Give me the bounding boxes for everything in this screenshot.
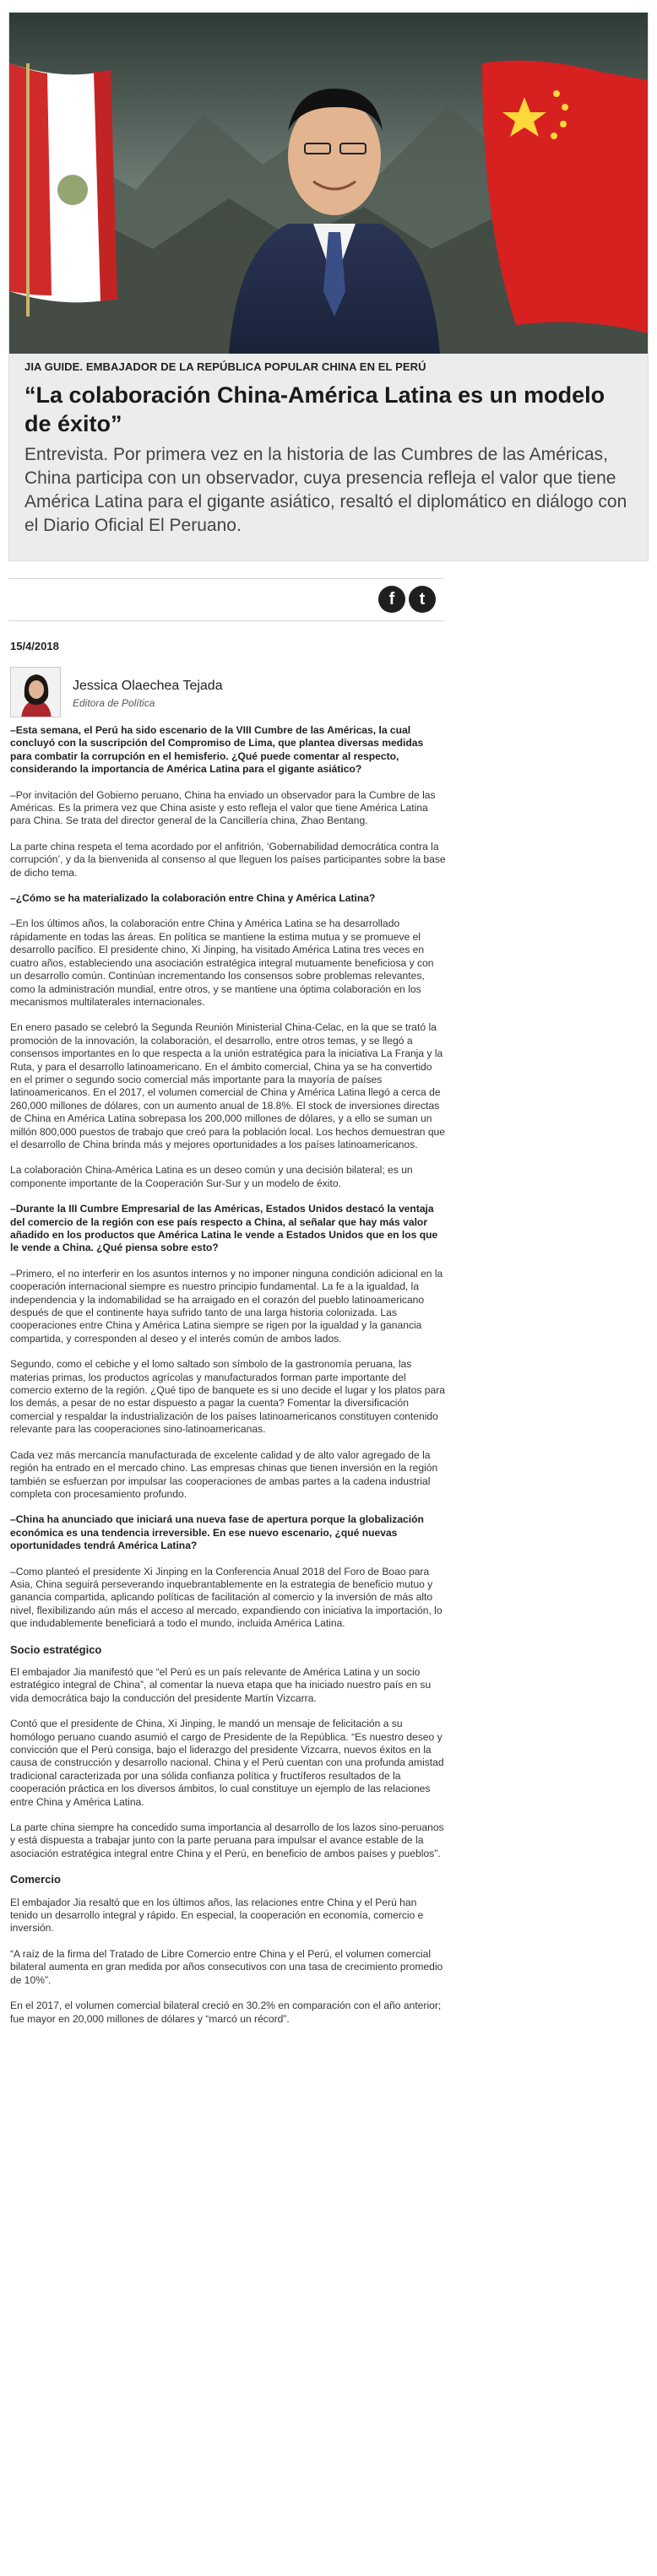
question: –Esta semana, el Perú ha sido escenario de la VIII Cumbre de las Américas, la cual concluyó con la suscripción del Compromiso de Lima, que plantea diversas medidas para combatir la corrupción en el hemisferio. ¿Qué puede comentar al respecto, considerando la importancia de América Latina para el gigante asiático? [10,724,424,776]
china-flag-icon [482,61,648,333]
paragraph: El embajador Jia manifestó que “el Perú es un país relevante de América Latina y un socio estratégico integral de China”, al comentar la nueva etapa que ha iniciado nuestro país en su vida democrática bajo la conducción del presidente Martín Vizcarra. [10,1665,432,1704]
paragraph: En enero pasado se celebró la Segunda Reunión Ministerial China-Celac, en la que se trató la promoción de la innovación, la colaboración, el desarrollo, entre otros temas, y se llegó a consensos importantes en lo que respecta a la unión estratégica para la iniciativa La Franja y la Ruta, y para el desarrollo latinoamericano. En el ámbito comercial, China ya se ha convertido en el primer o segundo socio comercial más importante para la mayoría de países latinoamericanos. En el 2017, el volumen comercial de China y América Latina llegó a cerca de 260,000 millones de dólares, con un aumento anual de 18.8%. El stock de inversiones directas de China en América Latina sobrepasa los 200,000 millones de dólares, y a ello se suman un millón 800,000 puestos de trabajo que creó para la población local. Los hechos demuestran que el desarrollo de China brinda más y mejores oportunidades a los países latinoamericanos. [10,1021,446,1150]
paragraph: La colaboración China-América Latina es un deseo común y una decisión bilateral; es un componente importante de la Cooperación Sur-Sur y un modelo de éxito. [10,1164,413,1189]
byline: JIA GUIDE. EMBAJADOR DE LA REPÚBLICA POPULAR CHINA EN EL PERÚ [24,360,426,373]
social-share [378,586,436,613]
paragraph: La parte china siempre ha concedido suma importancia al desarrollo de los lazos sino-peruanos y está dispuesta a trabajar junto con la parte peruana para impulsar el avance estable de la asociación estratégica integral entre China y el Perú, en beneficio de ambos países y pueblos”. [10,1821,444,1859]
author-name[interactable]: Jessica Olaechea Tejada [73,679,223,693]
question: –China ha anunciado que iniciará una nueva fase de apertura porque la globalización económica es una tendencia irreversible. En ese nuevo escenario, ¿qué nuevas oportunidades tendrá América Latina? [10,1513,424,1552]
avatar [10,667,61,717]
hero-photo [9,13,648,354]
paragraph: La parte china respeta el tema acordado por el anfitrión, ‘Gobernabilidad democrática contra la corrupción’, y da la bienvenida al consenso al que lleguen los países participantes sobre la base de dicho tema. [10,840,446,879]
twitter-icon[interactable]: t [409,586,436,613]
section-heading: Comercio [10,1873,61,1886]
article-header-card [8,12,649,561]
question: –Durante la III Cumbre Empresarial de las Américas, Estados Unidos destacó la ventaja del comercio de la región con ese país respecto a China, al señalar que hay más valor añadido en los productos que América Latina le vende a Estados Unidos que en los que le vende a China. ¿Qué piensa sobre esto? [10,1203,438,1254]
paragraph: Contó que el presidente de China, Xi Jinping, le mandó un mensaje de felicitación a su homólogo peruano cuando asumió el cargo de Presidente de la República. “Es nuestro deseo y convicción que el Perú consiga, bajo el liderazgo del presidente Vizcarra, nuevos éxitos en la causa de construcción y desarrollo nacional. China y el Perú cuentan con una profunda amistad tradicional caracterizada por una sólida confianza política y fructíferos resultados de la cooperación práctica en los diversos ámbitos, lo cual constituye un ejemplo de las relaciones entre China y América Latina. [10,1718,444,1808]
lead-paragraph: Entrevista. Por primera vez en la historia de las Cumbres de las Américas, China participa con un observador, cuya presencia refleja el valor que tiene América Latina para el gigante asiático, resaltó el diplomático en diálogo con el Diario Oficial El Peruano. [24,445,627,535]
article-body [10,724,446,2038]
divider [8,620,443,621]
divider [8,578,443,579]
publish-date: 15/4/2018 [10,640,59,652]
author-role: Editora de Política [73,697,155,709]
paragraph: –Como planteó el presidente Xi Jinping en la Conferencia Anual 2018 del Foro de Boao para Asia, China seguirá perseverando inquebrantablemente en la estrategia de beneficio mutuo y ganancia compartida, aplicando políticas de facilitación al comercio y la inversión de más alto nivel, flexibilizando aún más el acceso al mercado, expandiendo con iniciativa la importación, lo que indudablemente beneficiará a todo el mundo, incluida América Latina. [10,1565,443,1630]
paragraph: Segundo, como el cebiche y el lomo saltado son símbolo de la gastronomía peruana, las materias primas, los productos agrícolas y manufacturados forman parte importante del comercio externo de la región. ¿Qué tipo de banquete es si uno decide el lugar y los platos para los demás, a pesar de no estar dispuesto a pagar la cuenta? Fomentar la diversificación comercial y respaldar la industrialización de los países latinoamericanos constituyen contenido relevante para las cooperaciones sino-latinoamericanas. [10,1358,445,1436]
paragraph: El embajador Jia resaltó que en los últimos años, las relaciones entre China y el Perú han tenido un desarrollo integral y rápido. En especial, la cooperación en economía, comercio e inversión. [10,1896,424,1935]
section-heading: Socio estratégico [10,1642,102,1656]
hero-illustration [9,13,648,354]
page-title: “La colaboración China-América Latina es un modelo de éxito” [24,382,605,436]
peru-flag-icon [9,63,117,317]
paragraph: Cada vez más mercancía manufacturada de excelente calidad y de alto valor agregado de la región ha entrado en el mercado chino. Las empresas chinas que tienen inversión en la región también se esfuerzan por impulsar las cooperaciones de ambas partes a la cadena industrial completa con procesamiento profundo. [10,1448,438,1500]
paragraph: –Primero, el no interferir en los asuntos internos y no imponer ninguna condición adicional en la cooperación internacional siempre es nuestro principio fundamental. La fe a la igualdad, la independencia y la indomabilidad se ha arraigado en el corazón del pueblo latinoamericano después de que el continente haya sufrido tanto de una larga historia colonizada. Las cooperaciones entre China y América Latina siempre se rigen por la igualdad y la ganancia compartida, y corresponden al deseo y el interés común de ambos lados. [10,1267,443,1345]
paragraph: “A raíz de la firma del Tratado de Libre Comercio entre China y el Perú, el volumen comercial bilateral aumenta en gran medida por años consecutivos con una tasa de crecimiento promedio de 10%”. [10,1947,443,1986]
paragraph: –En los últimos años, la colaboración entre China y América Latina se ha desarrollado rápidamente en todas las áreas. En política se mantiene la estima mutua y se promueve el desarrollo pacífico. El presidente chino, Xi Jinping, ha visitado América Latina tres veces en cuatro años, estableciendo una asociación estratégica integral mutuamente beneficiosa y con un desarrollo común. Continúan incrementando los consensos sobre problemas relevantes, como la administración mundial, entre otros, y se mantiene una óptima colaboración en los mecanismos multilaterales internacionales. [10,917,434,1008]
facebook-icon[interactable]: f [378,586,405,613]
question: –¿Cómo se ha materializado la colaboración entre China y América Latina? [10,892,376,905]
paragraph: En el 2017, el volumen comercial bilateral creció en 30.2% en comparación con el año anterior; fue mayor en 20,000 millones de dólares y “marcó un récord”. [10,2000,442,2025]
paragraph: –Por invitación del Gobierno peruano, China ha enviado un observador para la Cumbre de las Américas. Es la primera vez que China asiste y esto refleja el valor que tiene América Latina para China. Se trata del director general de la Cancillería china, Zhao Bentang. [10,788,436,827]
